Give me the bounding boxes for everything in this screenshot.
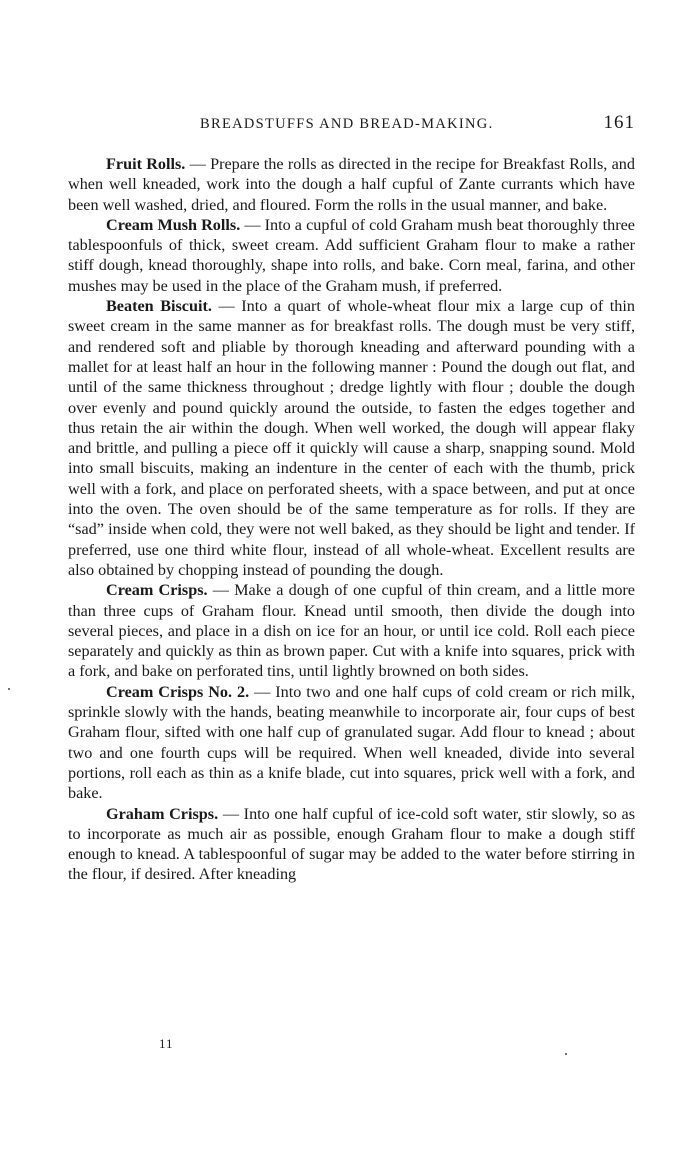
recipe-body: — Into a cupful of cold Graham mush beat thoroughly three tablespoonfuls of thick, sweet cream. Add sufficient Graham flour to make a rather stiff dough, knead thoroughly, shape into rolls, and bake. Corn meal, farina, and other mushes may be used in the place of the Graham mush, if preferred. — [68, 215, 635, 295]
recipe-body: — Into one half cupful of ice-cold soft water, stir slowly, so as to incorporate as much air as possible, enough Graham flour to make a dough stiff enough to knead. A tablespoonful of sugar may be added to the water before stirring in the flour, if desired. After kneading — [68, 804, 635, 884]
recipe-title: Cream Crisps. — [106, 581, 208, 600]
book-page — [68, 112, 635, 885]
recipe-text — [68, 154, 635, 885]
running-title: BREADSTUFFS AND BREAD-MAKING. — [200, 116, 494, 132]
recipe-body: — Into a quart of whole-wheat flour mix a large cup of thin sweet cream in the same manner as for breakfast rolls. The dough must be very stiff, and rendered soft and pliable by thorough kneading and afterward pounding with a mallet for at least half an hour in the following manner : Pound the dough out flat, and until of the same thickness throughout ; dredge lightly with flour ; double the dough over evenly and pound quickly around the outside, to fasten the edges together and thus retain the air within the dough. When well worked, the dough will appear flaky and brittle, and pulling a piece off it quickly will cause a sharp, snapping sound. Mold into small biscuits, making an indenture in the center of each with the thumb, prick well with a fork, and place on perforated sheets, with a space between, and put at once into the oven. The oven should be of the same temperature as for rolls. If they are “sad” inside when cold, they were not well baked, as they should be light and tender. If preferred, use one third white flour, instead of all whole-wheat. Excellent results are also obtained by chopping instead of pounding the dough. — [68, 297, 635, 579]
recipe-body: — Prepare the rolls as directed in the recipe for Breakfast Rolls, and when well kneaded, work into the dough a half cupful of Zante currants which have been well washed, dried, and floured. Form the rolls in the usual manner, and bake. — [68, 155, 635, 214]
recipe-title: Graham Crisps. — [106, 804, 219, 823]
recipe-title: Fruit Rolls. — [106, 155, 186, 173]
recipe-body: — Into two and one half cups of cold cream or rich milk, sprinkle slowly with the hands, beating meanwhile to incorporate air, four cups of best Graham flour, sifted with one half cup of granulated sugar. Add flour to knead ; about two and one fourth cups will be required. When well kneaded, divide into several portions, roll each as thin as a knife blade, cut into squares, prick well with a fork, and bake. — [68, 682, 635, 803]
recipe-beaten-biscuit — [68, 296, 635, 580]
stray-ink-speck — [8, 688, 10, 690]
recipe-title: Cream Crisps No. 2. — [106, 682, 250, 701]
recipe-fruit-rolls — [68, 154, 635, 215]
signature-mark: 11 — [159, 1036, 174, 1051]
recipe-cream-mush-rolls — [68, 215, 635, 296]
recipe-body: — Make a dough of one cupful of thin cream, and a little more than three cups of Graham flour. Knead until smooth, then divide the dough into several pieces, and place in a dish on ice for an hour, or until ice cold. Roll each piece separately and quickly as thin as brown paper. Cut with a knife into squares, prick with a fork, and bake on perforated tins, until lightly browned on both sides. — [68, 581, 635, 681]
recipe-cream-crisps-no-2 — [68, 682, 635, 804]
stray-ink-speck — [565, 1053, 567, 1055]
recipe-title: Cream Mush Rolls. — [106, 215, 241, 234]
recipe-cream-crisps — [68, 580, 635, 681]
page-number: 161 — [603, 112, 635, 133]
running-head — [68, 112, 635, 142]
recipe-graham-crisps — [68, 804, 635, 885]
recipe-title: Beaten Biscuit. — [106, 297, 212, 316]
